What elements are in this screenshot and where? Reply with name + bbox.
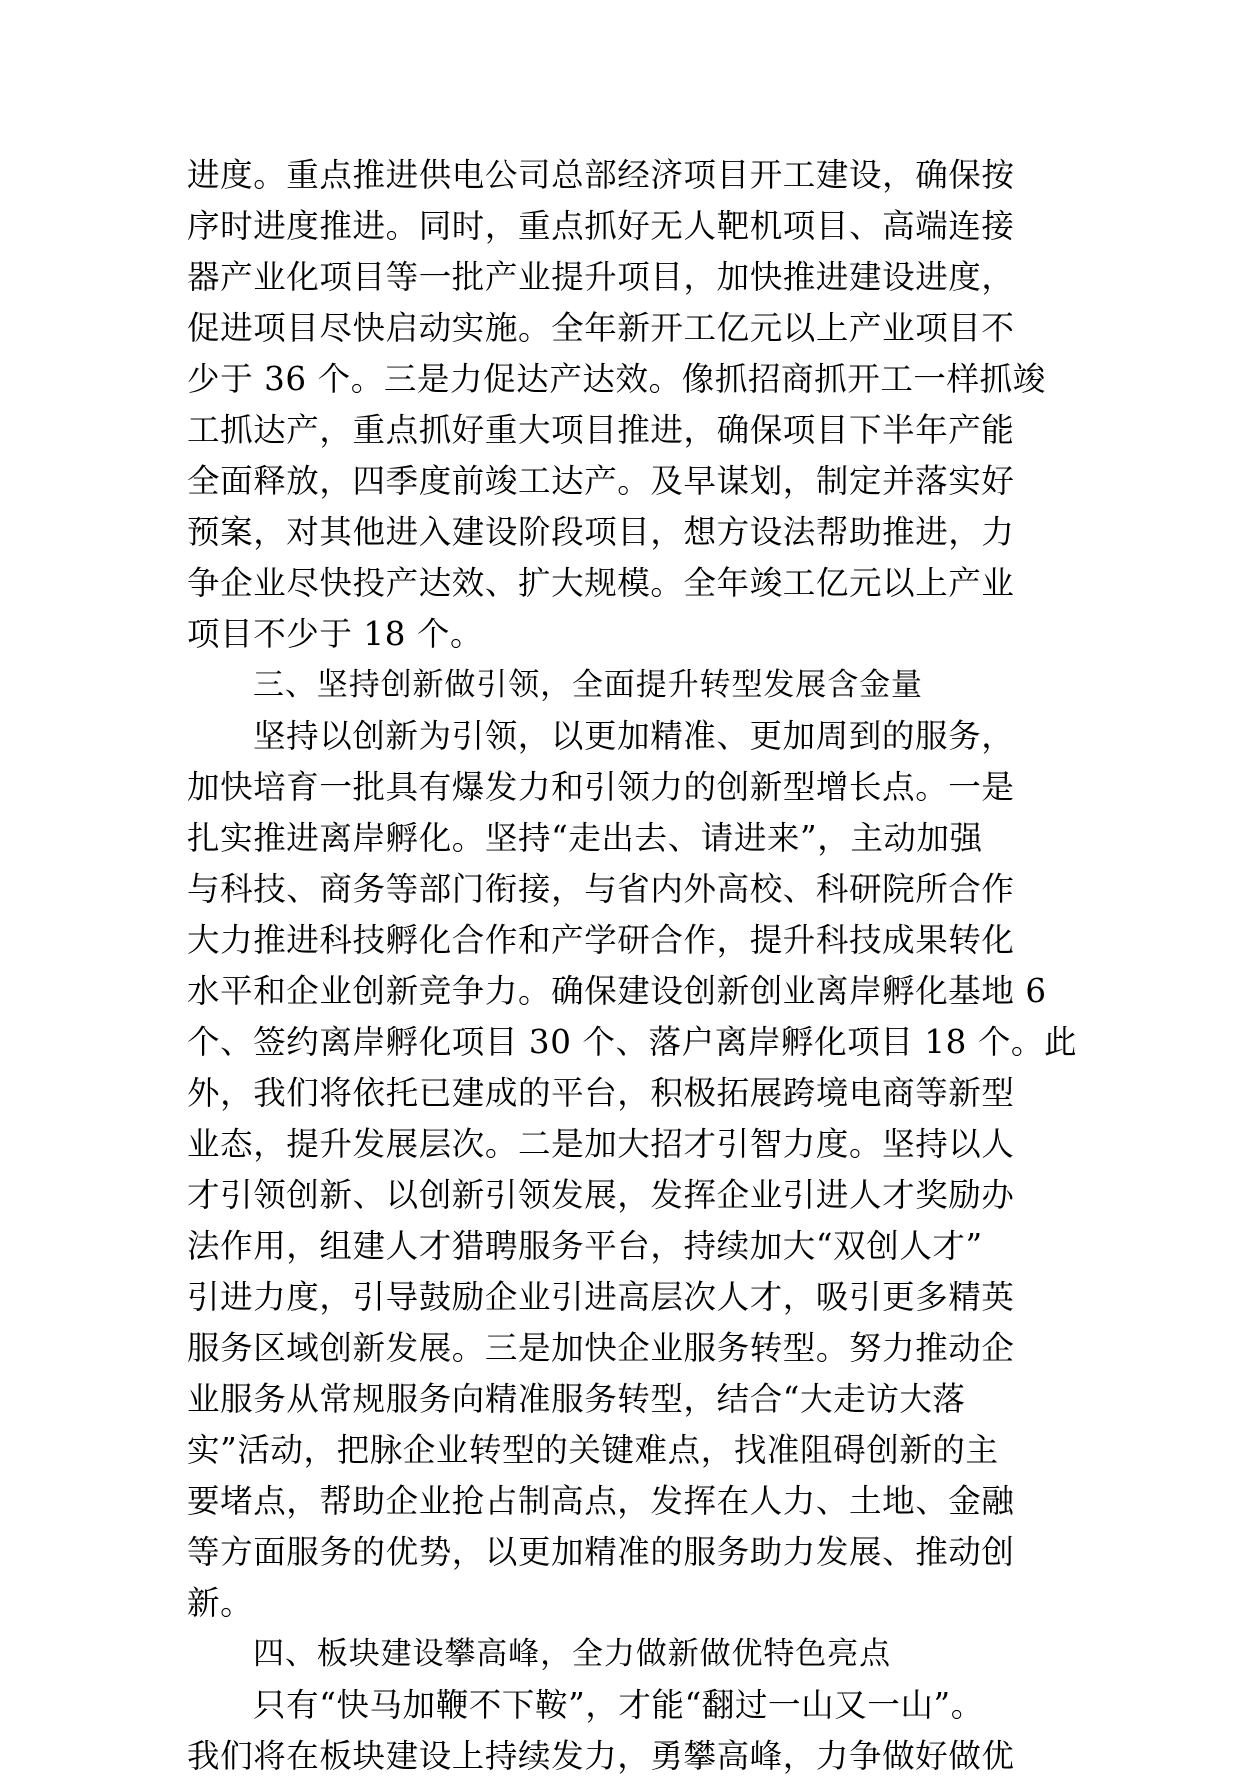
text-line: 我们将在板块建设上持续发力，勇攀高峰，力争做好做优 [187,1737,1015,1775]
text-line: 争企业尽快投产达效、扩大规模。全年竣工亿元以上产业 [187,564,1015,602]
text-line: 全面释放，四季度前竣工达产。及早谋划，制定并落实好 [187,462,1015,500]
text-line: 扎实推进离岸孵化。坚持“走出去、请进来”，主动加强 [187,819,983,857]
section-heading-4: 四、板块建设攀高峰，全力做新做优特色亮点 [253,1636,891,1672]
text-line: 法作用，组建人才猎聘服务平台，持续加大“双创人才” [187,1227,983,1265]
text-line: 项目不少于 18 个。 [187,615,484,653]
document-body [187,150,1078,1782]
text-line: 加快培育一批具有爆发力和引领力的创新型增长点。一是 [187,768,1015,806]
text-line: 业服务从常规服务向精准服务转型，结合“大走访大落 [187,1380,966,1418]
text-line: 要堵点，帮助企业抢占制高点，发挥在人力、土地、金融 [187,1482,1015,1520]
text-line: 少于 36 个。三是力促达产达效。像抓招商抓开工一样抓竣 [187,360,1046,398]
text-line: 序时进度推进。同时，重点抓好无人靶机项目、高端连接 [187,207,1015,245]
section-heading-3: 三、坚持创新做引领，全面提升转型发展含金量 [253,667,923,703]
text-line: 只有“快马加鞭不下鞍”，才能“翻过一山又一山”。 [253,1686,984,1724]
text-line: 业态，提升发展层次。二是加大招才引智力度。坚持以人 [187,1125,1015,1163]
paragraph-innovation [187,711,1078,1629]
paragraph-project-progress [187,150,1055,660]
text-line: 与科技、商务等部门衔接，与省内外高校、科研院所合作 [187,870,1015,908]
text-line: 个、签约离岸孵化项目 30 个、落户离岸孵化项目 18 个。此 [187,1023,1078,1061]
text-line: 引进力度，引导鼓励企业引进高层次人才，吸引更多精英 [187,1278,1015,1316]
text-line: 器产业化项目等一批产业提升项目，加快推进建设进度， [187,258,1015,296]
text-line: 促进项目尽快启动实施。全年新开工亿元以上产业项目不 [187,309,1015,347]
text-line: 大力推进科技孵化合作和产学研合作，提升科技成果转化 [187,921,1015,959]
paragraph-sector-building [187,1680,1055,1782]
text-line: 外，我们将依托已建成的平台，积极拓展跨境电商等新型 [187,1074,1015,1112]
text-line: 等方面服务的优势，以更加精准的服务助力发展、推动创 [187,1533,1015,1571]
text-line: 服务区域创新发展。三是加快企业服务转型。努力推动企 [187,1329,1015,1367]
text-line: 实”活动，把脉企业转型的关键难点，找准阻碍创新的主 [187,1431,999,1469]
text-line: 才引领创新、以创新引领发展，发挥企业引进人才奖励办 [187,1176,1015,1214]
text-line: 新。 [187,1584,254,1622]
text-line: 坚持以创新为引领，以更加精准、更加周到的服务， [253,717,1015,755]
text-line: 进度。重点推进供电公司总部经济项目开工建设，确保按 [187,156,1015,194]
text-line: 水平和企业创新竞争力。确保建设创新创业离岸孵化基地 6 [187,972,1047,1010]
text-line: 预案，对其他进入建设阶段项目，想方设法帮助推进，力 [187,513,1015,551]
text-line: 工抓达产，重点抓好重大项目推进，确保项目下半年产能 [187,411,1015,449]
